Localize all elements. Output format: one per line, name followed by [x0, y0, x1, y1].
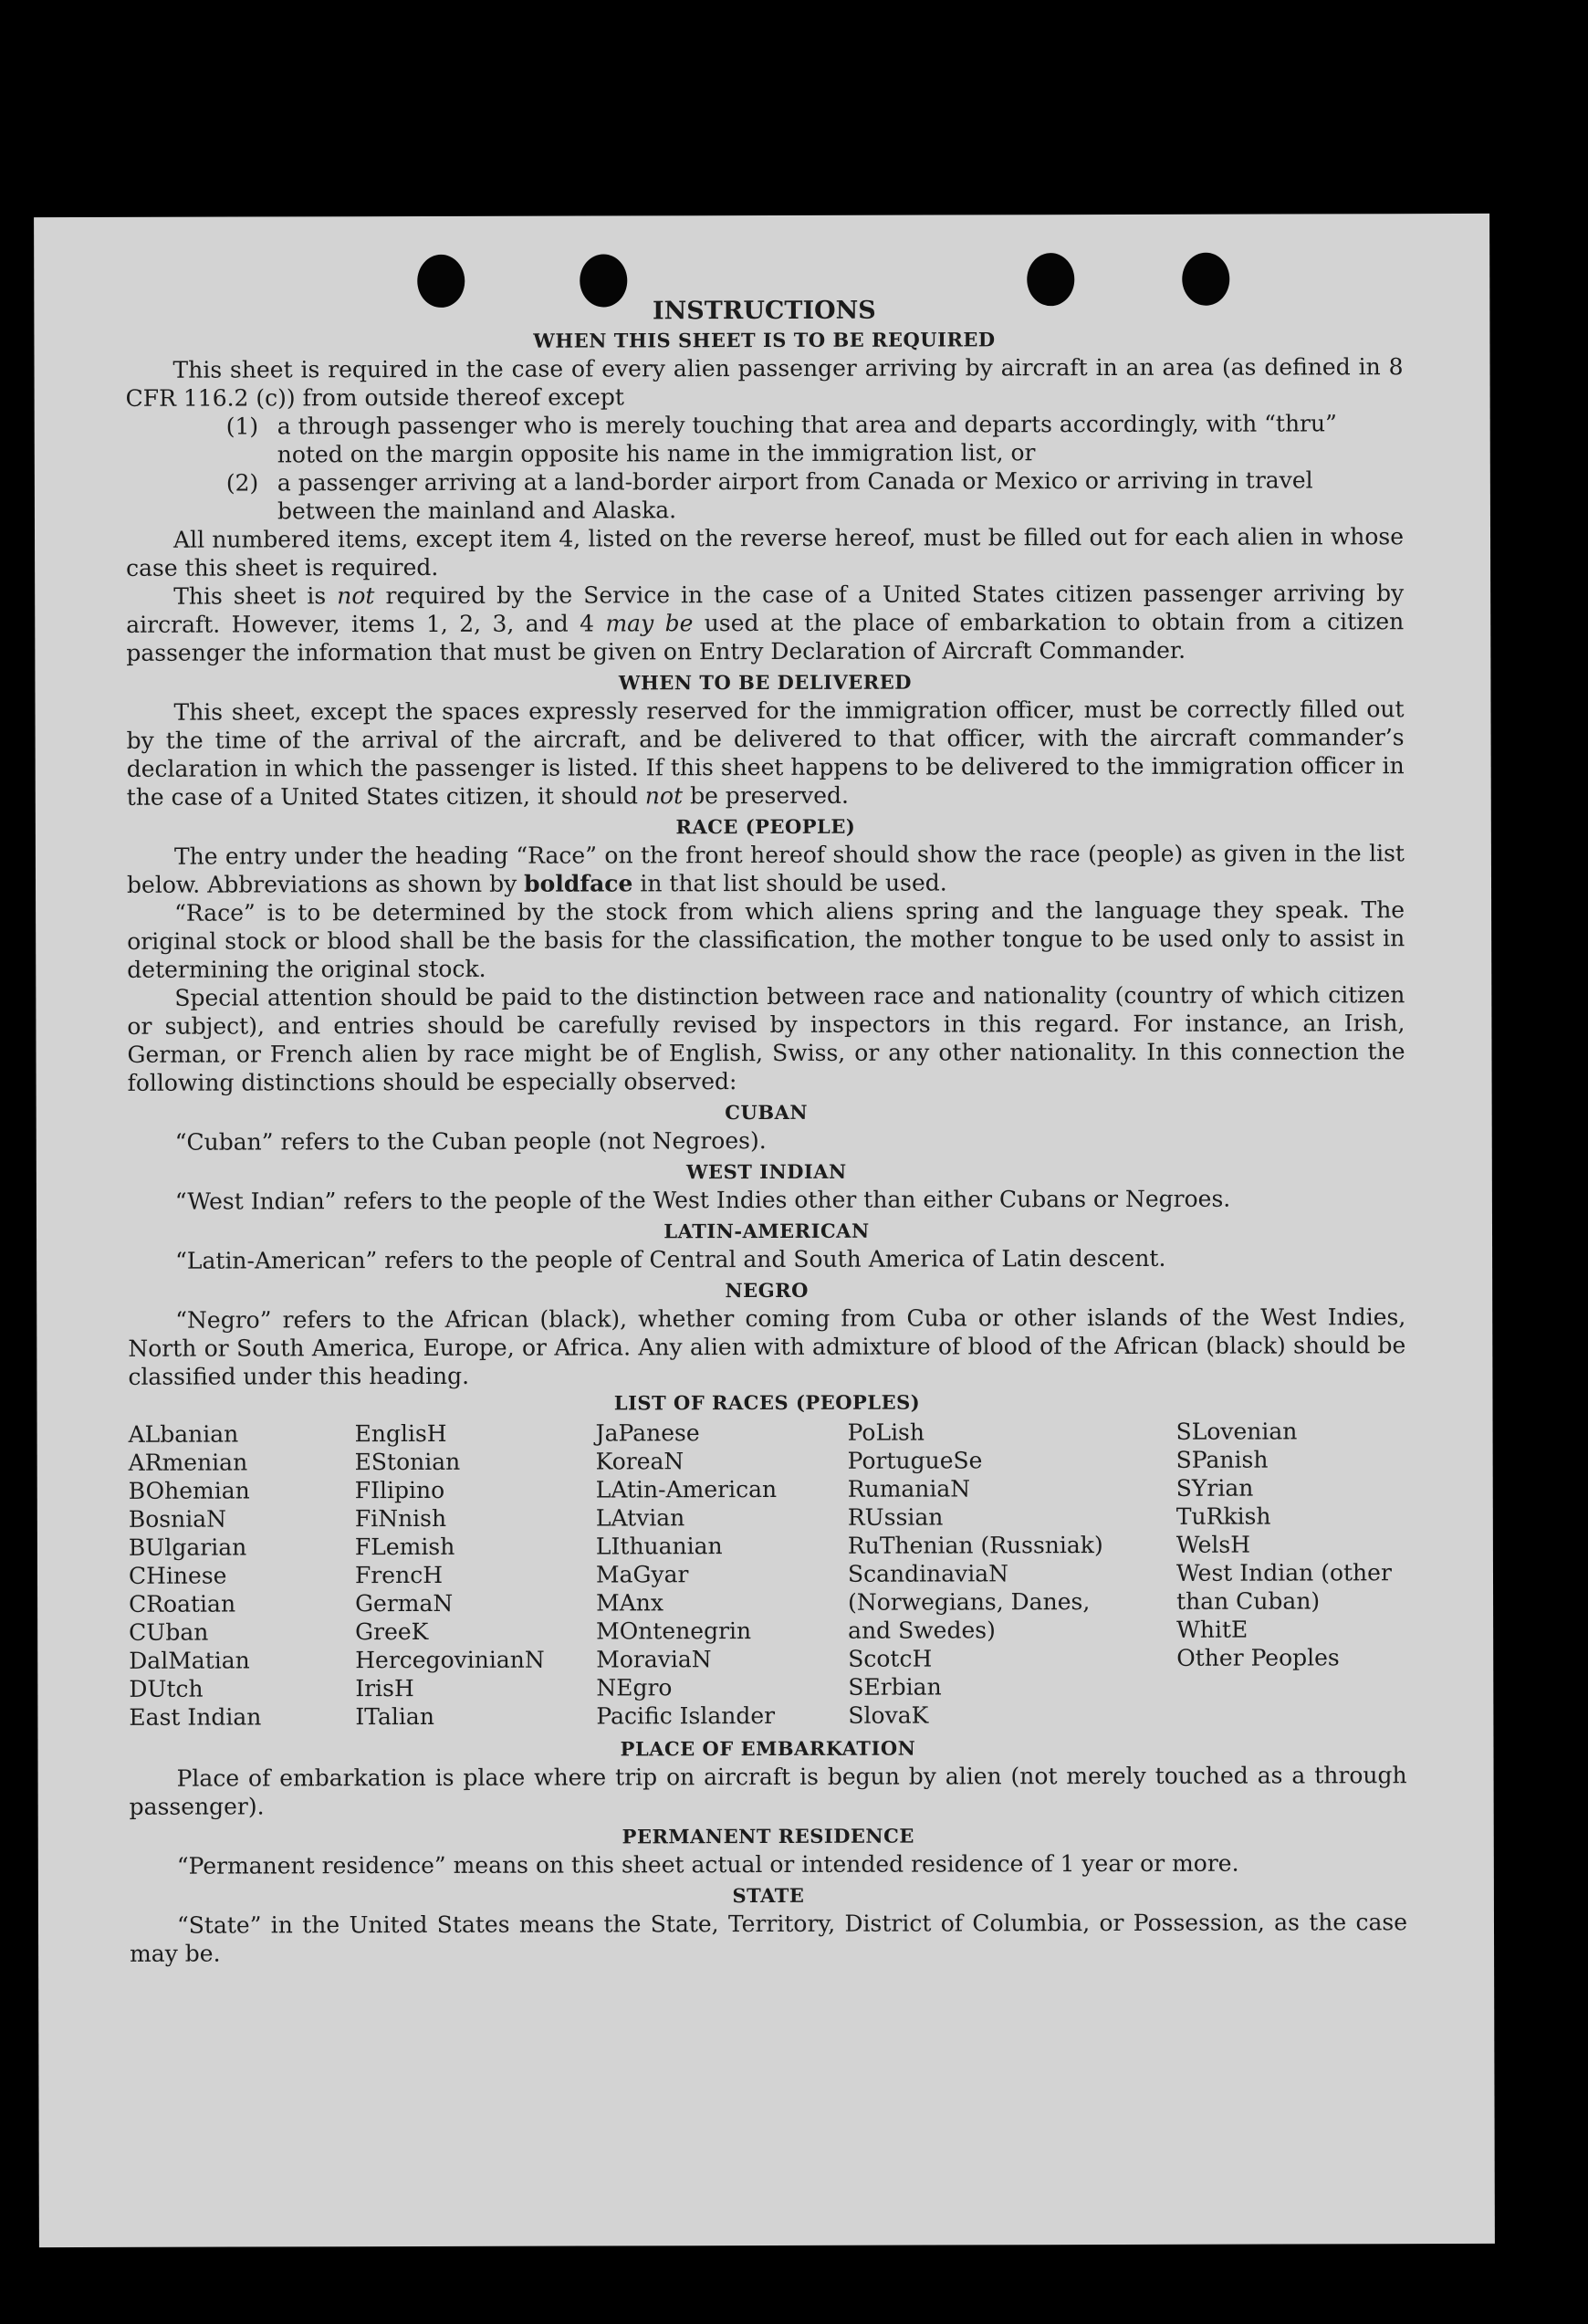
paragraph: “Negro” refers to the African (black), whether coming from Cuba or other islands of the West Indies, North or South America, Europe, or Africa. Any alien with admixture of blood of the African (black) should be classified under this heading.	[128, 1303, 1406, 1390]
paragraph: “West Indian” refers to the people of the West Indies other than either Cubans or Negroes.	[174, 1185, 1231, 1215]
races-column	[1176, 1417, 1407, 1729]
race-entry: DUtch	[129, 1675, 204, 1702]
race-entry: JaPanese	[595, 1419, 700, 1447]
races-column	[129, 1419, 356, 1732]
race-entry: WhitE	[1176, 1616, 1248, 1643]
section-heading-race: RACE (PEOPLE)	[675, 814, 856, 839]
races-column	[596, 1418, 849, 1731]
race-entry: EStonian	[354, 1448, 461, 1476]
race-entry: BOhemian	[128, 1477, 250, 1504]
race-entry: MAnx	[596, 1589, 663, 1617]
document-sheet	[34, 214, 1495, 2247]
section-heading-when-required: WHEN THIS SHEET IS TO BE REQUIRED	[533, 328, 996, 352]
race-entry: IrisH	[355, 1675, 414, 1702]
race-entry: BUlgarian	[128, 1534, 247, 1561]
race-entry: GreeK	[355, 1617, 429, 1646]
paragraph: This sheet, except the spaces expressly reserved for the immigration officer, must be correctly filled out by the time of the arrival of the aircraft, and be delivered to that officer, with the aircraft commander’s declaration in which the passenger is listed. If this sheet happens to be delivered to the immigration officer in the case of a United States citizen, it should not be preserved.	[126, 696, 1405, 811]
race-entry: CRoatian	[129, 1590, 236, 1617]
paragraph: Place of embarkation is place where trip on aircraft is begun by alien (not merely touched as a through passenger).	[129, 1762, 1407, 1820]
section-heading-embarkation: PLACE OF EMBARKATION	[620, 1736, 916, 1761]
race-entry: PoLish	[847, 1418, 925, 1446]
race-entry: MoraviaN	[596, 1646, 712, 1673]
race-entry: ARmenian	[128, 1449, 248, 1476]
section-heading-negro: NEGRO	[725, 1278, 809, 1303]
race-entry: East Indian	[129, 1703, 262, 1731]
section-heading-when-delivered: WHEN TO BE DELIVERED	[618, 670, 912, 695]
race-entry: LIthuanian	[595, 1533, 723, 1560]
race-entry: RUssian	[847, 1503, 944, 1531]
page-title: INSTRUCTIONS	[652, 296, 876, 326]
race-entry: WelsH	[1175, 1531, 1251, 1558]
race-entry: ScandinaviaN (Norwegians, Danes, and Swedes)	[847, 1560, 1091, 1644]
list-number: (2)	[225, 469, 259, 497]
paragraph: “Race” is to be determined by the stock from which aliens spring and the language they speak. The original stock or blood shall be the basis for the classification, the mother tongue to be used only to assist in determining the original stock.	[127, 896, 1405, 983]
list-number: (1)	[225, 413, 259, 440]
paragraph: This sheet is required in the case of every alien passenger arriving by aircraft in an area (as defined in 8 CFR 116.2 (c)) from outside thereof except	[125, 353, 1404, 412]
race-entry: DalMatian	[129, 1647, 250, 1674]
section-heading-races-list: LIST OF RACES (PEOPLES)	[613, 1390, 921, 1415]
paragraph: Special attention should be paid to the distinction between race and nationality (country of which citizen or subject), and entries should be carefully revised by inspectors in this regard. For instance, an Irish, German, or French alien by race might be of English, Swiss, or any other nationality. In this connection the following distinctions should be especially observed:	[127, 981, 1405, 1096]
race-entry: NEgro	[596, 1674, 673, 1701]
race-entry: MaGyar	[595, 1561, 689, 1588]
races-column	[355, 1418, 597, 1731]
race-entry: SPanish	[1175, 1446, 1269, 1473]
race-entry: FiNnish	[354, 1504, 447, 1533]
race-entry: PortugueSe	[847, 1447, 983, 1474]
race-entry: BosniaN	[128, 1505, 227, 1533]
race-entry: CHinese	[128, 1562, 227, 1589]
races-table	[129, 1417, 1407, 1732]
list-text: a passenger arriving at a land-border airport from Canada or Mexico or arriving in travel between the mainland and Alaska.	[277, 466, 1313, 525]
section-heading-west-indian: WEST INDIAN	[685, 1159, 847, 1184]
race-entry: SErbian	[848, 1673, 942, 1701]
race-entry: KoreaN	[595, 1448, 684, 1475]
section-heading-state: STATE	[732, 1883, 805, 1908]
race-entry: FLemish	[354, 1533, 455, 1561]
section-heading-latin-american: LATIN-AMERICAN	[663, 1219, 870, 1243]
race-entry: Other Peoples	[1176, 1644, 1340, 1671]
list-item	[226, 466, 1404, 525]
race-entry: FIlipino	[354, 1476, 445, 1504]
paragraph: “Cuban” refers to the Cuban people (not Negroes).	[174, 1126, 767, 1156]
race-entry: ITalian	[355, 1702, 434, 1731]
race-entry: West Indian (other than Cuban)	[1175, 1559, 1392, 1615]
race-entry: SYrian	[1175, 1474, 1254, 1502]
section-heading-cuban: CUBAN	[725, 1100, 809, 1125]
paragraph: “State” in the United States means the State, Territory, District of Columbia, or Possession, as the case may be.	[130, 1909, 1408, 1967]
race-entry: ScotcH	[848, 1645, 933, 1672]
section-heading-residence: PERMANENT RESIDENCE	[622, 1824, 914, 1848]
race-entry: HercegovinianN	[355, 1646, 545, 1674]
race-entry: RuThenian (Russniak)	[847, 1532, 1103, 1559]
paragraph: “Latin-American” refers to the people of Central and South America of Latin descent.	[175, 1244, 1166, 1274]
race-entry: GermaN	[355, 1589, 454, 1617]
race-entry: RumaniaN	[847, 1475, 971, 1502]
race-entry: Pacific Islander	[596, 1701, 776, 1730]
list-text: a through passenger who is merely touching that area and departs accordingly, with “thru” noted on the margin opposite his name in the immigration list, or	[277, 410, 1337, 468]
race-entry: SLovenian	[1175, 1418, 1298, 1445]
race-entry: EnglisH	[354, 1419, 447, 1448]
race-entry: LAtvian	[595, 1504, 685, 1532]
race-entry: MOntenegrin	[596, 1617, 752, 1645]
race-entry: ALbanian	[128, 1420, 239, 1448]
races-column	[848, 1418, 1177, 1730]
paragraph: All numbered items, except item 4, listed on the reverse hereof, must be filled out for each alien in whose case this sheet is required.	[126, 523, 1405, 581]
race-entry: TuRkish	[1175, 1502, 1271, 1530]
race-entry: FrencH	[354, 1561, 444, 1589]
race-entry: CUban	[129, 1618, 209, 1646]
paragraph: The entry under the heading “Race” on the front hereof should show the race (people) as given in the list below. Abbreviations as shown by boldface in that list should be used.	[126, 840, 1405, 898]
race-entry: LAtin-American	[595, 1475, 778, 1503]
paragraph: This sheet is not required by the Service in the case of a United States citizen passenger arriving by aircraft. However, items 1, 2, 3, and 4 may be used at the place of embarkation to obtain from a citizen passenger the information that must be given on Entry Declaration of Aircraft Commander.	[126, 580, 1405, 666]
instructions-body	[125, 294, 1407, 1968]
list-item	[226, 409, 1404, 468]
paragraph: “Permanent residence” means on this sheet actual or intended residence of 1 year or more.	[176, 1849, 1239, 1879]
race-entry: SlovaK	[848, 1701, 929, 1729]
